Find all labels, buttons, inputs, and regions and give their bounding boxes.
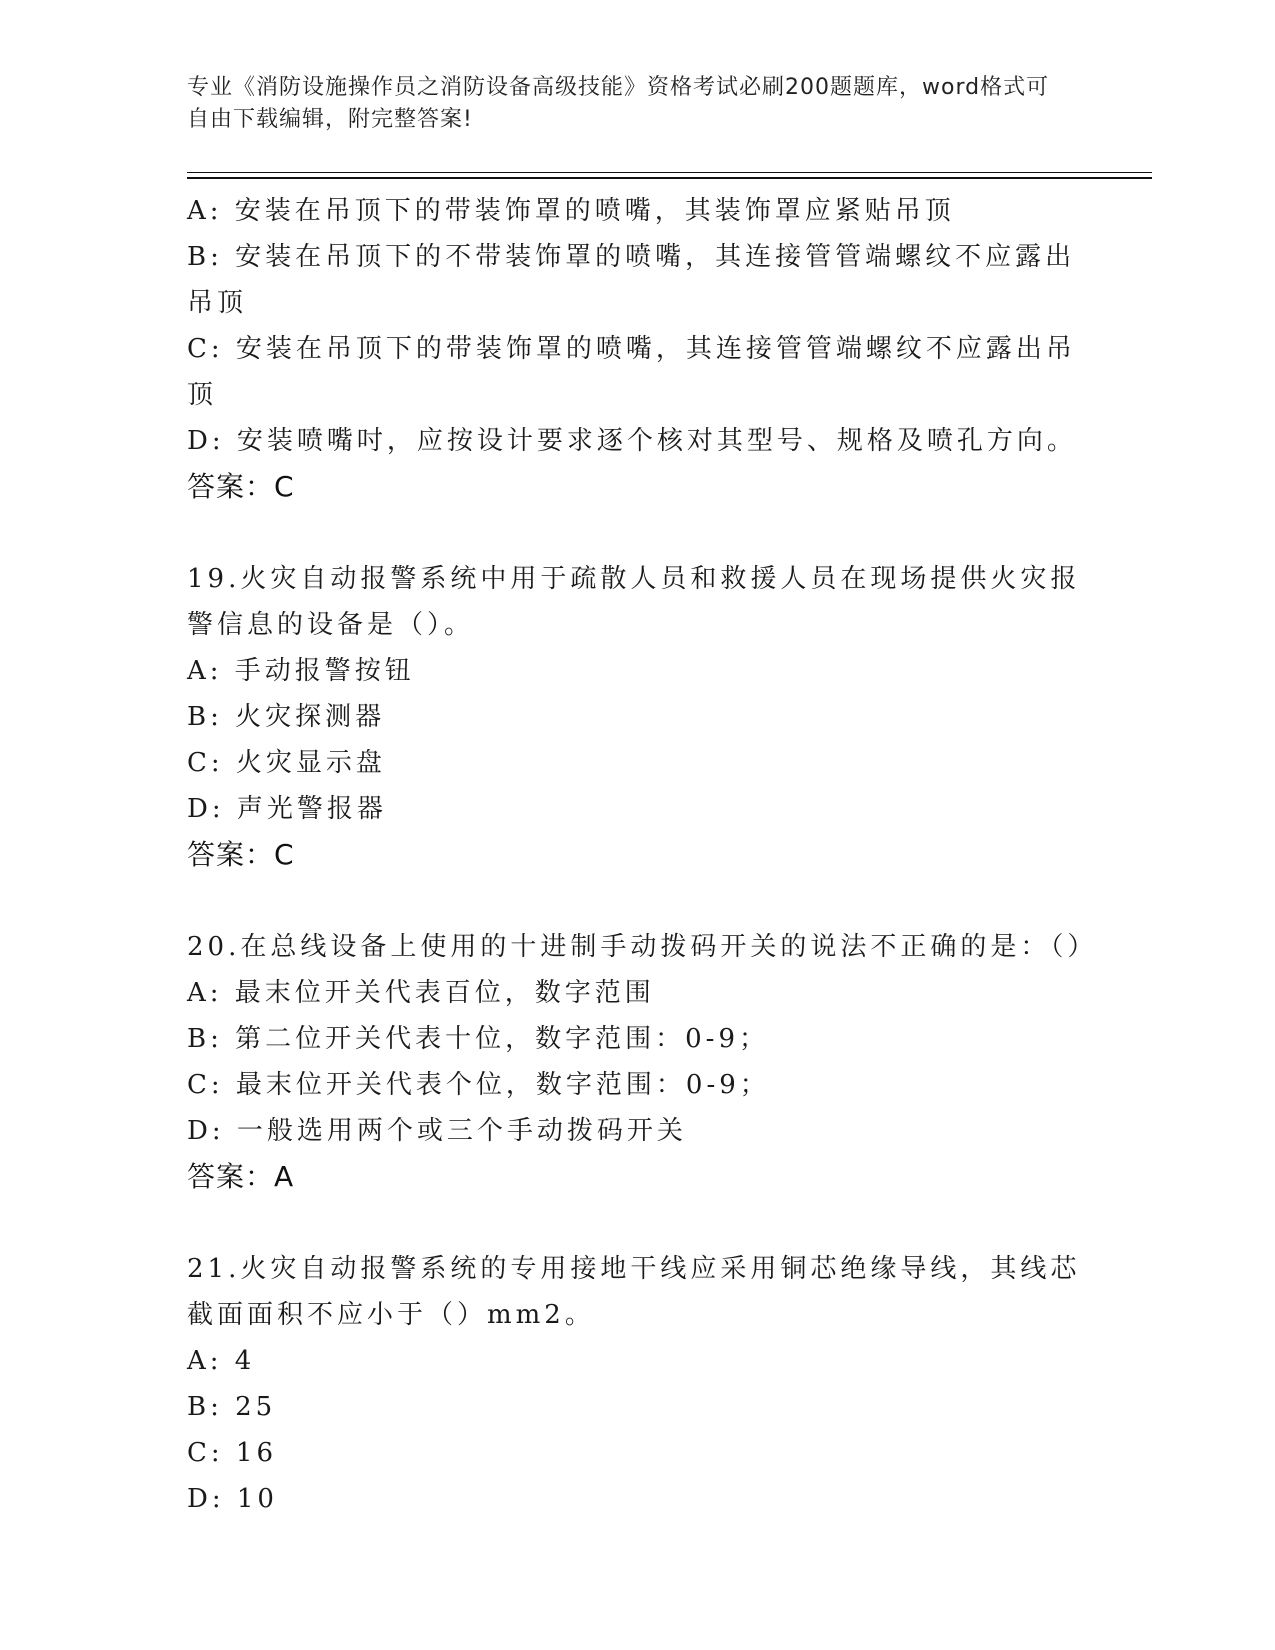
header-rule-thin: [187, 172, 1152, 173]
option-c: C: 安装在吊顶下的带装饰罩的喷嘴，其连接管管端螺纹不应露出吊顶: [187, 334, 1076, 410]
option-d: D: 声光警报器: [187, 794, 387, 824]
question-19: [187, 556, 1087, 878]
question-20: [187, 924, 1098, 1200]
document-body: [187, 188, 1098, 1522]
option-d: D: 10: [187, 1484, 278, 1514]
header-rule-thick: [187, 177, 1152, 179]
option-b: B: 25: [187, 1392, 277, 1422]
option-c: C: 16: [187, 1438, 278, 1468]
option-c: C: 最末位开关代表个位，数字范围：0-9；: [187, 1070, 770, 1100]
option-a: A: 手动报警按钮: [187, 656, 415, 686]
option-d: D: 一般选用两个或三个手动拨码开关: [187, 1116, 687, 1146]
option-c: C: 火灾显示盘: [187, 748, 386, 778]
answer-label: 答案：C: [187, 838, 295, 871]
question-21: [187, 1246, 1087, 1522]
option-b: B: 火灾探测器: [187, 702, 386, 732]
question-stem: 20.在总线设备上使用的十进制手动拨码开关的说法不正确的是：（）: [187, 932, 1098, 962]
option-a: A: 4: [187, 1346, 256, 1376]
document-header: 专业《消防设施操作员之消防设备高级技能》资格考试必刷200题题库，word格式可自由下载编辑，附完整答案!: [187, 75, 1050, 132]
question-stem: 21.火灾自动报警系统的专用接地干线应采用铜芯绝缘导线，其线芯截面面积不应小于（）mm2。: [187, 1254, 1081, 1330]
option-b: B: 安装在吊顶下的不带装饰罩的喷嘴，其连接管管端螺纹不应露出吊顶: [187, 242, 1076, 318]
option-a: A: 安装在吊顶下的带装饰罩的喷嘴，其装饰罩应紧贴吊顶: [187, 196, 955, 226]
question-stem: 19.火灾自动报警系统中用于疏散人员和救援人员在现场提供火灾报警信息的设备是（）。: [187, 564, 1081, 640]
answer-label: 答案：C: [187, 470, 295, 503]
option-a: A: 最末位开关代表百位，数字范围: [187, 978, 655, 1008]
prev-question-block: [187, 188, 1087, 510]
option-d: D: 安装喷嘴吋，应按设计要求逐个核对其型号、规格及喷孔方向。: [187, 426, 1077, 456]
option-b: B: 第二位开关代表十位，数字范围：0-9；: [187, 1024, 770, 1054]
answer-label: 答案：A: [187, 1160, 295, 1193]
